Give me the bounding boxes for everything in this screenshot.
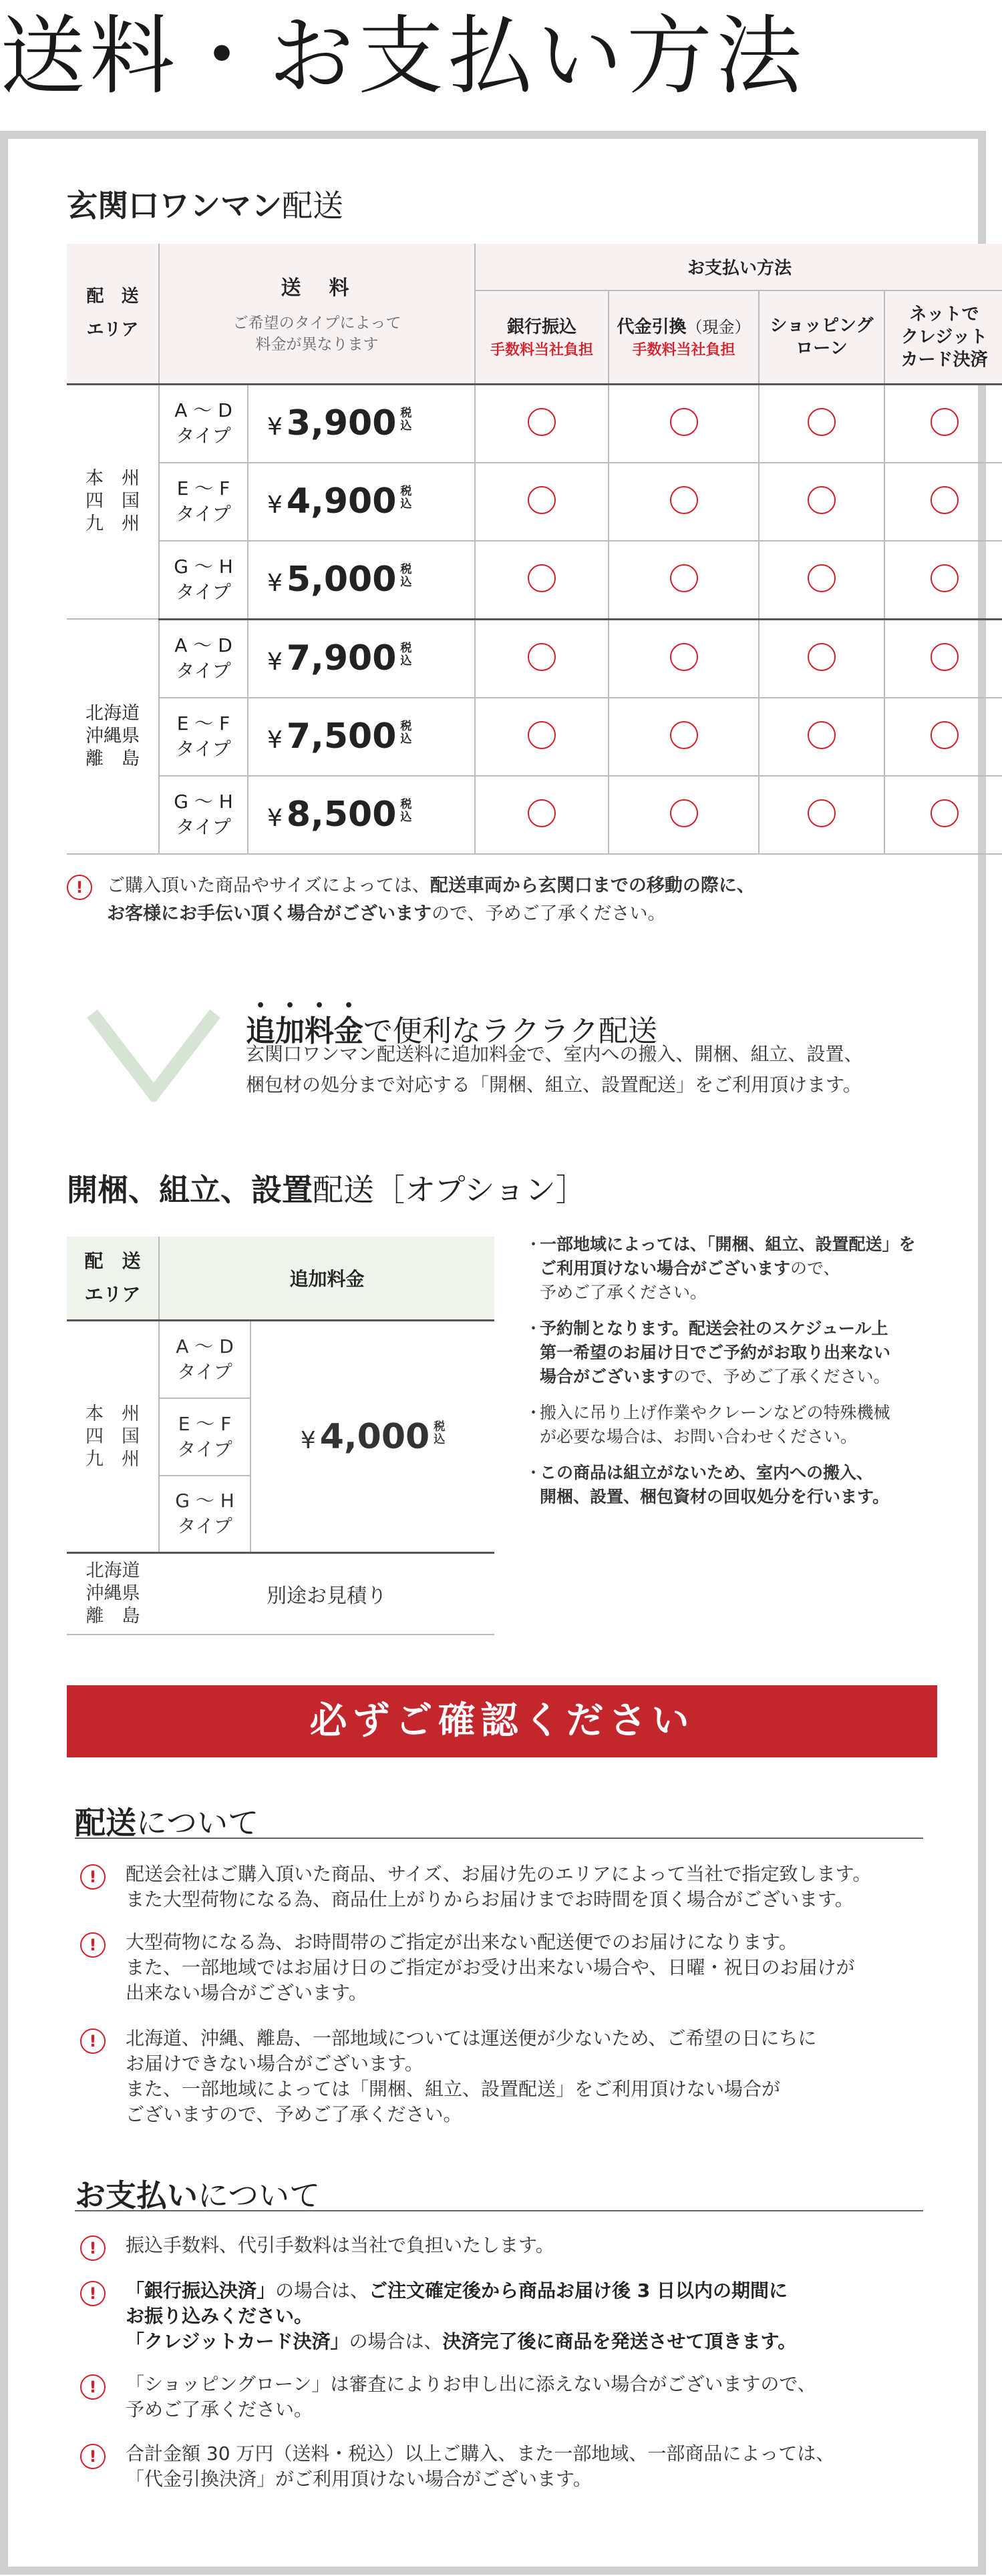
header-bank-fee: 手数料当社負担 xyxy=(490,342,594,359)
price-cell xyxy=(251,1321,494,1553)
section-title-rest: について xyxy=(198,2177,321,2213)
header-area: 配 送 エリア xyxy=(67,1237,159,1321)
section-title-bold: 玄関口ワンマン xyxy=(67,188,282,224)
yen-sign: ¥ xyxy=(300,1426,316,1454)
header-area: 配 送 エリア xyxy=(67,244,159,384)
type-label: A ～ D タイプ xyxy=(159,1321,251,1398)
price-value: 7,900 xyxy=(286,638,397,678)
price-value: 4,000 xyxy=(319,1416,430,1457)
price-cell xyxy=(248,463,475,541)
header-cod-cash: （現金） xyxy=(686,318,751,337)
loan-available xyxy=(759,698,884,776)
section-title-rest: について xyxy=(136,1805,259,1841)
header-card: ネットで クレジット カード決済 xyxy=(884,290,1002,384)
circle-mark-icon xyxy=(931,721,959,749)
promo-text xyxy=(246,1039,862,1100)
type-label: E ～ F タイプ xyxy=(159,463,248,541)
header-additional-fee: 追加料金 xyxy=(159,1237,494,1321)
loan-available xyxy=(759,463,884,541)
header-bank xyxy=(475,290,609,384)
assembly-note-item: ・ この商品は組立がないため、室内への搬入、 開梱、設置、梱包資材の回収処分を行います。 xyxy=(525,1463,890,1506)
section-title-bold: 配送 xyxy=(75,1805,136,1841)
note-text: ご購入頂いた商品やサイズによっては、 xyxy=(107,875,430,896)
warning-icon: ! xyxy=(80,2374,106,2400)
warning-icon: ! xyxy=(80,2444,106,2469)
delivery-item: 北海道、沖縄、離島、一部地域については運送便が少ないため、ご希望の日にちに お届けできない場合がございます。 また、一部地域によっては「開梱、組立、設置配送」をご利用頂けない場合が ございますので、予めご了承ください。 xyxy=(126,2027,817,2125)
yen-sign: ¥ xyxy=(267,726,283,754)
area-honshu: 本 州 四 国 九 州 xyxy=(67,1321,159,1553)
area-hokkaido: 北海道 沖縄県 離 島 xyxy=(67,1553,159,1635)
circle-mark-icon xyxy=(808,799,836,827)
tax-included-label: 税 込 xyxy=(400,642,412,668)
area-honshu: 本 州 四 国 九 州 xyxy=(67,384,159,619)
circle-mark-icon xyxy=(808,721,836,749)
price-cell xyxy=(248,619,475,698)
promo-line: 梱包材の処分まで対応する「開梱、組立、設置配送」をご利用頂けます。 xyxy=(246,1074,862,1096)
cod-available xyxy=(609,463,759,541)
assembly-note-item: ・ 予約制となります。配送会社のスケジュール上 第一希望のお届け日でご予約がお取り出来ない 場合がございますので、予めご了承ください。 xyxy=(525,1319,891,1386)
bank-available xyxy=(475,384,609,463)
cod-available xyxy=(609,384,759,463)
price-cell xyxy=(248,776,475,854)
bank-available xyxy=(475,698,609,776)
type-label: G ～ H タイプ xyxy=(159,776,248,854)
header-shipping-label: 送 料 xyxy=(281,276,353,300)
cod-available xyxy=(609,698,759,776)
warning-icon: ! xyxy=(80,1932,106,1958)
circle-mark-icon xyxy=(931,408,959,436)
warning-icon: ! xyxy=(80,2235,106,2261)
delivery-title xyxy=(75,1799,259,1843)
circle-mark-icon xyxy=(670,643,698,671)
note-text-bold: 予約制となります。配送会社のスケジュール上 第一希望のお届け日でご予約がお取り出来ない 場合がございます xyxy=(540,1319,891,1386)
delivery-item: 大型荷物になる為、お時間帯のご指定が出来ない配送便でのお届けになります。 また、一部地域ではお届け日のご指定がお受け出来ない場合や、日曜・祝日のお届けが 出来ない場合がございます。 xyxy=(126,1931,855,2004)
price-value: 4,900 xyxy=(286,481,397,521)
promo-line: 玄関口ワンマン配送料に追加料金で、室内への搬入、開梱、組立、設置、 xyxy=(246,1043,863,1065)
price-value: 7,500 xyxy=(286,716,397,757)
circle-mark-icon xyxy=(931,486,959,514)
bank-available xyxy=(475,463,609,541)
type-label: A ～ D タイプ xyxy=(159,619,248,698)
note-text-bold: 「クレジットカード決済」 xyxy=(126,2330,349,2352)
circle-mark-icon xyxy=(670,408,698,436)
circle-mark-icon xyxy=(670,564,698,592)
circle-mark-icon xyxy=(528,643,556,671)
card-available xyxy=(884,541,1002,620)
loan-available xyxy=(759,619,884,698)
note-text-bold: 決済完了後に商品を発送させて頂きます。 xyxy=(442,2330,797,2352)
cod-available xyxy=(609,619,759,698)
payment-title-underline xyxy=(75,2210,923,2211)
type-label: E ～ F タイプ xyxy=(159,1398,251,1476)
header-cod-label: 代金引換 xyxy=(617,317,687,338)
payment-item: 「ショッピングローン」は審査によりお申し出に添えない場合がございますので、 予めご了承ください。 xyxy=(126,2373,816,2420)
price-cell xyxy=(248,698,475,776)
circle-mark-icon xyxy=(528,799,556,827)
circle-mark-icon xyxy=(670,799,698,827)
promo-title-emphasis: 追加料金 xyxy=(246,1014,363,1048)
circle-mark-icon xyxy=(931,564,959,592)
section-title-door-delivery xyxy=(67,182,343,226)
circle-mark-icon xyxy=(808,643,836,671)
delivery-title-underline xyxy=(75,1838,923,1839)
note-text-bold: この商品は組立がないため、室内への搬入、 開梱、設置、梱包資材の回収処分を行います。 xyxy=(540,1463,890,1506)
bank-available xyxy=(475,619,609,698)
circle-mark-icon xyxy=(528,564,556,592)
quote-label: 別途お見積り xyxy=(159,1553,494,1635)
assembly-note-item: ・ 一部地域によっては、「開梱、組立、設置配送」を ご利用頂けない場合がございますので、 予めご了承ください。 xyxy=(525,1235,916,1302)
tax-included-label: 税 込 xyxy=(400,407,412,433)
area-hokkaido: 北海道 沖縄県 離 島 xyxy=(67,619,159,854)
section-title-rest: 配送［オプション］ xyxy=(313,1172,587,1208)
tax-included-label: 税 込 xyxy=(400,563,412,589)
note-text: 搬入に吊り上げ作業やクレーンなどの特殊機械 が必要な場合は、お問い合わせください。 xyxy=(540,1403,890,1446)
price-cell xyxy=(248,541,475,620)
bank-available xyxy=(475,541,609,620)
warning-icon: ! xyxy=(80,1864,106,1890)
circle-mark-icon xyxy=(670,721,698,749)
yen-sign: ¥ xyxy=(267,648,283,676)
note-text-bold: お振り込みください。 xyxy=(126,2305,313,2327)
type-label: A ～ D タイプ xyxy=(159,384,248,463)
header-shipping xyxy=(159,244,475,384)
header-cod xyxy=(609,290,759,384)
circle-mark-icon xyxy=(931,643,959,671)
note-text: の場合は、 xyxy=(349,2330,443,2352)
note-text-bold: お客様にお手伝い頂く場合がございます xyxy=(107,903,432,924)
promo-title-rest: で便利なラクラク配送 xyxy=(363,1014,657,1048)
note-text: ので、予めご了承ください。 xyxy=(673,1367,890,1386)
header-loan: ショッピング ローン xyxy=(759,290,884,384)
circle-mark-icon xyxy=(670,486,698,514)
card-available xyxy=(884,776,1002,854)
note-text-bold: 配送車両から玄関口までの移動の際に、 xyxy=(430,875,755,896)
section-title-bold: 開梱、組立、設置 xyxy=(67,1172,313,1208)
price-cell xyxy=(248,384,475,463)
type-label: E ～ F タイプ xyxy=(159,698,248,776)
payment-item: 振込手数料、代引手数料は当社で負担いたします。 xyxy=(126,2234,554,2256)
payment-title xyxy=(75,2171,320,2215)
tax-included-label: 税 込 xyxy=(400,485,412,511)
payment-item xyxy=(126,2278,796,2354)
header-cod-fee: 手数料当社負担 xyxy=(632,342,735,359)
section-title-assembly-delivery xyxy=(67,1166,587,1210)
card-available xyxy=(884,698,1002,776)
circle-mark-icon xyxy=(931,799,959,827)
yen-sign: ¥ xyxy=(267,570,283,597)
card-available xyxy=(884,384,1002,463)
note-text-bold: 「銀行振込決済」 xyxy=(126,2280,276,2302)
price-value: 8,500 xyxy=(286,795,397,835)
note-text: ので、予めご了承ください。 xyxy=(432,903,666,924)
note-text-bold: 一部地域によっては、「開梱、組立、設置配送」を ご利用頂けない場合がございます xyxy=(540,1235,916,1278)
assembly-notes xyxy=(525,1233,953,1509)
confirm-banner: 必ずご確認ください xyxy=(67,1685,937,1757)
assembly-note-item: ・ 搬入に吊り上げ作業やクレーンなどの特殊機械 が必要な場合は、お問い合わせください。 xyxy=(525,1403,890,1446)
header-shipping-sub: ご希望のタイプによって 料金が異なります xyxy=(232,314,401,354)
yen-sign: ¥ xyxy=(267,805,283,832)
payment-item: 合計金額 30 万円（送料・税込）以上ご購入、また一部地域、一部商品によっては、 「代金引換決済」がご利用頂けない場合がございます。 xyxy=(126,2442,835,2490)
cod-available xyxy=(609,776,759,854)
note-text: の場合は、 xyxy=(275,2280,369,2302)
circle-mark-icon xyxy=(808,486,836,514)
warning-icon: ! xyxy=(67,875,92,900)
cod-available xyxy=(609,541,759,620)
bank-available xyxy=(475,776,609,854)
header-payment: お支払い方法 xyxy=(475,244,1002,290)
loan-available xyxy=(759,384,884,463)
delivery-item: 配送会社はご購入頂いた商品、サイズ、お届け先のエリアによって当社で指定致します。 また大型荷物になる為、商品仕上がりからお届けまでお時間を頂く場合がございます。 xyxy=(126,1863,872,1910)
circle-mark-icon xyxy=(528,408,556,436)
door-delivery-note xyxy=(107,872,755,928)
yen-sign: ¥ xyxy=(267,491,283,519)
card-available xyxy=(884,619,1002,698)
card-available xyxy=(884,463,1002,541)
header-bank-label: 銀行振込 xyxy=(507,317,577,338)
warning-icon: ! xyxy=(80,2281,106,2306)
circle-mark-icon xyxy=(528,721,556,749)
circle-mark-icon xyxy=(528,486,556,514)
shipping-fee-table xyxy=(67,244,1002,855)
tax-included-label: 税 込 xyxy=(434,1420,446,1446)
yen-sign: ¥ xyxy=(267,413,283,441)
note-text-bold: ご注文確定後から商品お届け後 3 日以内の期間に xyxy=(369,2280,788,2302)
type-label: G ～ H タイプ xyxy=(159,1476,251,1553)
loan-available xyxy=(759,541,884,620)
section-title-bold: お支払い xyxy=(75,2177,198,2213)
type-label: G ～ H タイプ xyxy=(159,541,248,620)
circle-mark-icon xyxy=(808,564,836,592)
chevron-down-icon xyxy=(87,1008,220,1102)
price-value: 5,000 xyxy=(286,560,397,600)
tax-included-label: 税 込 xyxy=(400,720,412,746)
price-value: 3,900 xyxy=(286,403,397,443)
warning-icon: ! xyxy=(80,2028,106,2054)
circle-mark-icon xyxy=(808,408,836,436)
note-text: ので、 予めご了承ください。 xyxy=(540,1259,840,1302)
section-title-rest: 配送 xyxy=(282,188,343,224)
page-title: 送料・お支払い方法 xyxy=(0,7,806,106)
tax-included-label: 税 込 xyxy=(400,798,412,824)
assembly-fee-table xyxy=(67,1237,494,1635)
loan-available xyxy=(759,776,884,854)
